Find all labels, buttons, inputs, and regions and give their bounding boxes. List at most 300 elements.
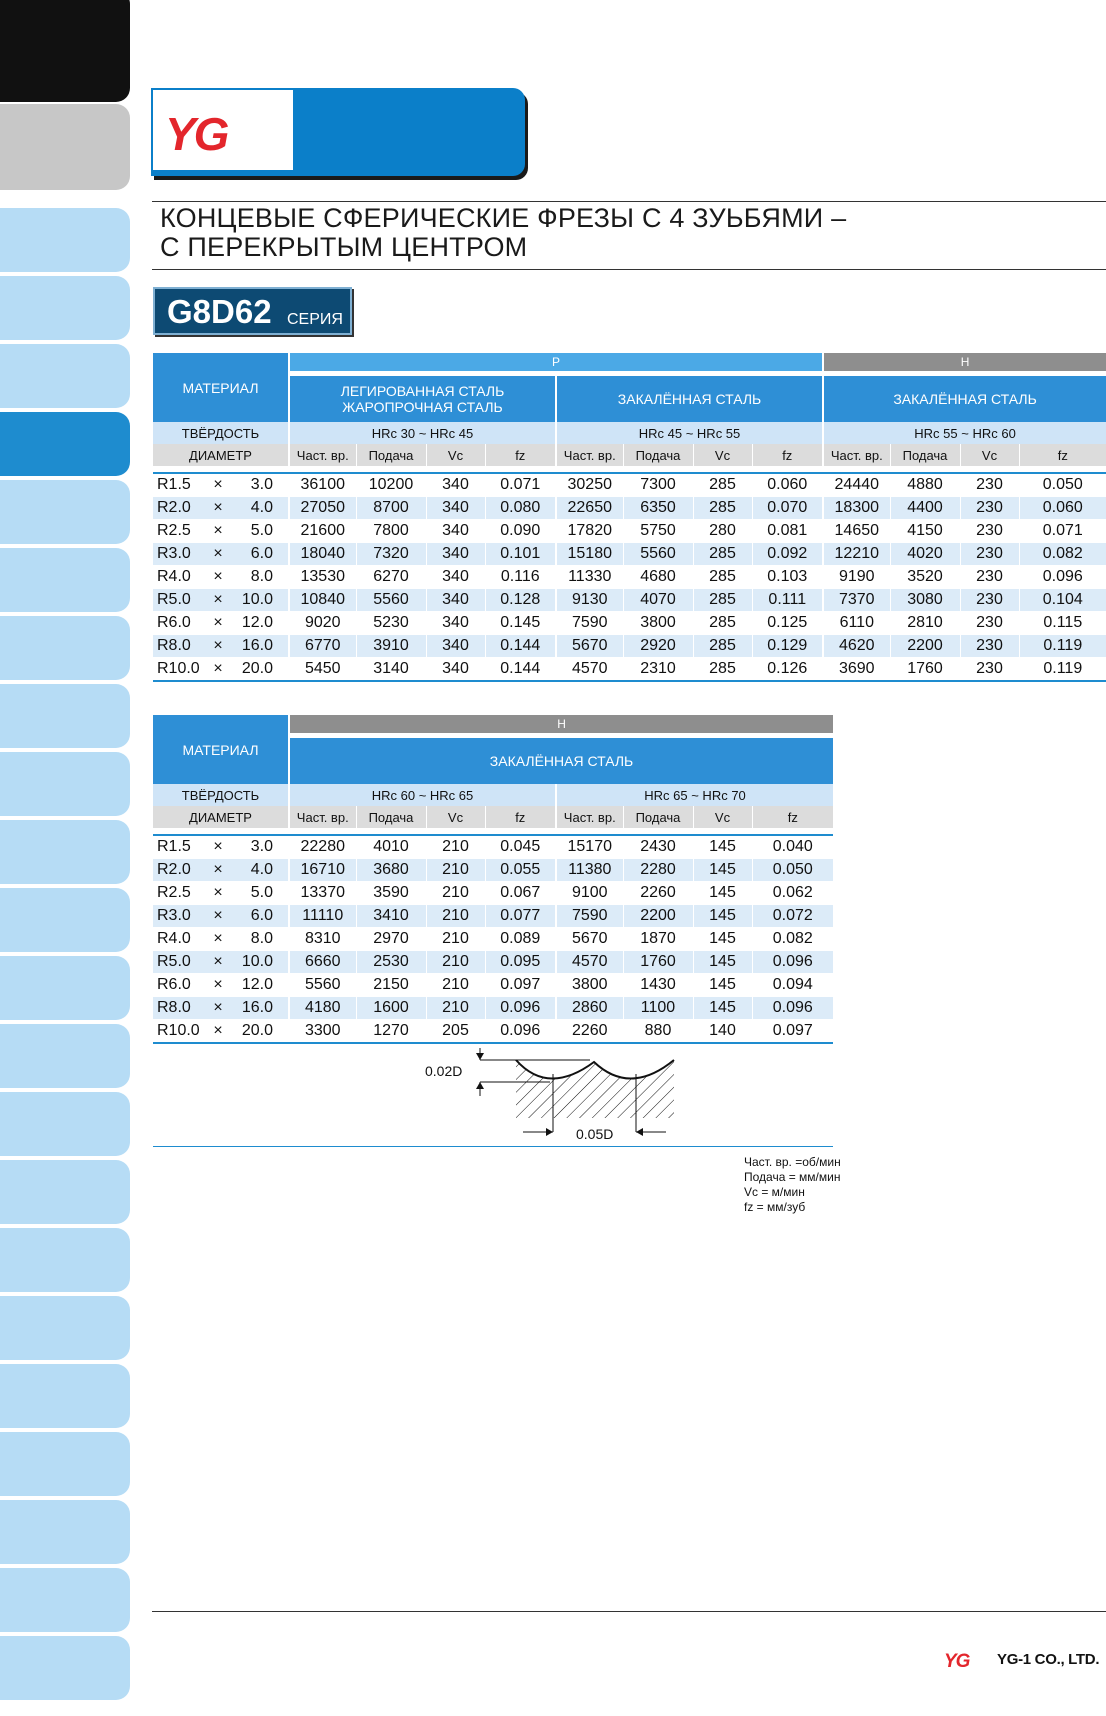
table-cell: 0.096 — [485, 997, 556, 1020]
radius-value: R3.0 — [157, 545, 191, 562]
table-cell: 340 — [426, 497, 485, 520]
table-cell: 1600 — [356, 997, 426, 1020]
table-row — [153, 928, 833, 951]
table-cell: 285 — [693, 658, 752, 682]
table-cell: 0.082 — [1019, 543, 1106, 566]
table-cell: 285 — [693, 589, 752, 612]
column-header: fz — [485, 444, 556, 466]
table-cell: 4400 — [890, 497, 960, 520]
tab-section[interactable] — [0, 276, 130, 340]
table-cell: 205 — [426, 1020, 485, 1044]
table-cell: 6270 — [356, 566, 426, 589]
table-cell: 340 — [426, 566, 485, 589]
column-header: Част. вр. — [289, 806, 356, 828]
table-cell: 22650 — [556, 497, 623, 520]
material-label: МАТЕРИАЛ — [153, 353, 289, 422]
diameter-value: 20.0 — [241, 1022, 273, 1039]
column-header: fz — [752, 444, 823, 466]
column-header-row — [153, 444, 1106, 466]
table-cell: 0.080 — [485, 497, 556, 520]
material-name — [556, 376, 823, 422]
title-bottom-rule — [152, 269, 1106, 270]
table-row — [153, 1020, 833, 1044]
column-header: Подача — [356, 444, 426, 466]
column-header: fz — [752, 806, 833, 828]
table-cell: 1270 — [356, 1020, 426, 1044]
table-cell: 0.097 — [752, 1020, 833, 1044]
radius-value: R5.0 — [157, 591, 191, 608]
table-cell: 210 — [426, 928, 485, 951]
table-cell: 4180 — [289, 997, 356, 1020]
table-cell: 340 — [426, 589, 485, 612]
table-cell: 7590 — [556, 905, 623, 928]
times-sign: × — [213, 476, 223, 493]
table-cell: 0.125 — [752, 612, 823, 635]
times-sign: × — [213, 976, 223, 993]
table-cell: 230 — [960, 473, 1019, 497]
table-cell: 10840 — [289, 589, 356, 612]
hardness-value: HRc 30 ~ HRc 45 — [289, 422, 556, 444]
table-cell: 16710 — [289, 859, 356, 882]
table-cell: 230 — [960, 520, 1019, 543]
tab-section[interactable] — [0, 752, 130, 816]
table-cell: 0.116 — [485, 566, 556, 589]
tab-section[interactable] — [0, 344, 130, 408]
table-cell: 230 — [960, 589, 1019, 612]
table-cell: 3690 — [823, 658, 890, 682]
table-cell: 230 — [960, 566, 1019, 589]
diameter-value: 5.0 — [250, 884, 273, 901]
diameter-value: 16.0 — [241, 637, 273, 654]
column-header: Подача — [356, 806, 426, 828]
column-header: fz — [1019, 444, 1106, 466]
table-cell: 15170 — [556, 835, 623, 859]
material-name — [289, 376, 556, 422]
table-row — [153, 658, 1106, 682]
tab-section[interactable] — [0, 956, 130, 1020]
units-line: fz = мм/зуб — [744, 1200, 806, 1214]
table-cell: 6110 — [823, 612, 890, 635]
table-cell: 0.070 — [752, 497, 823, 520]
cutting-data-table-2 — [153, 715, 833, 1044]
hardness-value: HRc 60 ~ HRc 65 — [289, 784, 556, 806]
diameter-label: ДИАМЕТР — [153, 806, 289, 828]
table-cell: 11380 — [556, 859, 623, 882]
radius-value: R2.5 — [157, 884, 191, 901]
table-cell: 17820 — [556, 520, 623, 543]
material-hatch — [516, 1060, 674, 1118]
table-cell: 12210 — [823, 543, 890, 566]
column-header: Част. вр. — [556, 444, 623, 466]
table-row — [153, 589, 1106, 612]
table-row — [153, 859, 833, 882]
table-cell: 0.119 — [1019, 635, 1106, 658]
diameter-cell — [153, 974, 289, 997]
table-cell: 0.071 — [1019, 520, 1106, 543]
diameter-value: 3.0 — [250, 476, 273, 493]
table-cell: 0.119 — [1019, 658, 1106, 682]
series-badge — [153, 287, 352, 335]
hardness-value: HRc 65 ~ HRc 70 — [556, 784, 833, 806]
table-cell: 145 — [693, 951, 752, 974]
column-header: fz — [485, 806, 556, 828]
hardness-value: HRc 45 ~ HRc 55 — [556, 422, 823, 444]
diameter-value: 20.0 — [241, 660, 273, 677]
tab-section[interactable] — [0, 1636, 130, 1700]
table-cell: 2920 — [623, 635, 693, 658]
table-cell: 0.067 — [485, 882, 556, 905]
table-cell: 285 — [693, 566, 752, 589]
table-cell: 22280 — [289, 835, 356, 859]
table-cell: 4680 — [623, 566, 693, 589]
table-row — [153, 520, 1106, 543]
diameter-cell — [153, 566, 289, 589]
table-row — [153, 997, 833, 1020]
table-row — [153, 612, 1106, 635]
column-header: Vc — [693, 444, 752, 466]
tab-section[interactable] — [0, 1228, 130, 1292]
column-header: Подача — [623, 806, 693, 828]
table-cell: 5670 — [556, 635, 623, 658]
table-cell: 2430 — [623, 835, 693, 859]
diagram-rule — [153, 1146, 833, 1147]
radius-value: R6.0 — [157, 614, 191, 631]
radius-value: R8.0 — [157, 999, 191, 1016]
radius-value: R2.5 — [157, 522, 191, 539]
diameter-cell — [153, 497, 289, 520]
table-cell: 14650 — [823, 520, 890, 543]
hardness-row — [153, 422, 1106, 444]
tab-section[interactable] — [0, 208, 130, 272]
table-cell: 2150 — [356, 974, 426, 997]
table-cell: 6770 — [289, 635, 356, 658]
table-cell: 7800 — [356, 520, 426, 543]
diameter-cell — [153, 882, 289, 905]
table-cell: 0.045 — [485, 835, 556, 859]
table-cell: 18040 — [289, 543, 356, 566]
table-row — [153, 635, 1106, 658]
table-cell: 0.144 — [485, 635, 556, 658]
tab-section[interactable] — [0, 1568, 130, 1632]
table-cell: 7300 — [623, 473, 693, 497]
table-cell: 5750 — [623, 520, 693, 543]
page-title-line1: КОНЦЕВЫЕ СФЕРИЧЕСКИЕ ФРЕЗЫ С 4 ЗУЬБЯМИ – — [160, 203, 847, 233]
tab-section[interactable] — [0, 1432, 130, 1496]
column-header: Част. вр. — [823, 444, 890, 466]
units-line: Vc = м/мин — [744, 1185, 805, 1199]
table-cell: 340 — [426, 520, 485, 543]
table-cell: 210 — [426, 835, 485, 859]
table-cell: 285 — [693, 635, 752, 658]
material-name — [289, 738, 833, 784]
table-cell: 280 — [693, 520, 752, 543]
times-sign: × — [213, 522, 223, 539]
table-cell: 140 — [693, 1020, 752, 1044]
material-name-line: ЛЕГИРОВАННАЯ СТАЛЬ — [340, 383, 505, 399]
units-line: Част. вр. =об/мин — [744, 1155, 841, 1169]
times-sign: × — [213, 999, 223, 1016]
radius-value: R2.0 — [157, 861, 191, 878]
tab-grey[interactable] — [0, 104, 130, 190]
tab-section[interactable] — [0, 820, 130, 884]
table-cell: 4880 — [890, 473, 960, 497]
radius-value: R6.0 — [157, 976, 191, 993]
table-cell: 0.115 — [1019, 612, 1106, 635]
table-cell: 3410 — [356, 905, 426, 928]
radius-value: R10.0 — [157, 660, 200, 677]
table-cell: 2810 — [890, 612, 960, 635]
table-row — [153, 566, 1106, 589]
tab-section[interactable] — [0, 1296, 130, 1360]
tab-section[interactable] — [0, 1092, 130, 1156]
table-row — [153, 905, 833, 928]
table-cell: 3590 — [356, 882, 426, 905]
series-code: G8D62 — [167, 293, 272, 330]
table-cell: 145 — [693, 997, 752, 1020]
table-cell: 2200 — [890, 635, 960, 658]
table-cell: 4020 — [890, 543, 960, 566]
diameter-cell — [153, 543, 289, 566]
table-cell: 1760 — [890, 658, 960, 682]
radius-value: R5.0 — [157, 953, 191, 970]
table-cell: 0.040 — [752, 835, 833, 859]
column-header: Част. вр. — [556, 806, 623, 828]
table-cell: 210 — [426, 997, 485, 1020]
radius-value: R1.5 — [157, 476, 191, 493]
diameter-cell — [153, 473, 289, 497]
times-sign: × — [213, 499, 223, 516]
table-cell: 880 — [623, 1020, 693, 1044]
times-sign: × — [213, 838, 223, 855]
table-cell: 0.055 — [485, 859, 556, 882]
radius-value: R8.0 — [157, 637, 191, 654]
hardness-label: ТВЁРДОСТЬ — [153, 784, 289, 806]
column-header: Vc — [693, 806, 752, 828]
column-header: Подача — [623, 444, 693, 466]
height-arrow-up — [476, 1082, 484, 1089]
radius-value: R2.0 — [157, 499, 191, 516]
table-cell: 13530 — [289, 566, 356, 589]
column-header: Vc — [426, 806, 485, 828]
table-cell: 6350 — [623, 497, 693, 520]
table-cell: 0.072 — [752, 905, 833, 928]
table-cell: 3140 — [356, 658, 426, 682]
table-cell: 7590 — [556, 612, 623, 635]
table-cell: 0.092 — [752, 543, 823, 566]
footer-logo-text: YG — [944, 1651, 970, 1670]
series-word: СЕРИЯ — [287, 311, 343, 328]
table-cell: 0.097 — [485, 974, 556, 997]
company-name: YG-1 CO., LTD. — [997, 1651, 1100, 1668]
cutting-data-table-1 — [153, 353, 1106, 682]
table-row — [153, 882, 833, 905]
diameter-value: 10.0 — [241, 591, 273, 608]
table-cell: 4150 — [890, 520, 960, 543]
diameter-value: 4.0 — [250, 861, 273, 878]
table-cell: 0.128 — [485, 589, 556, 612]
diameter-value: 3.0 — [250, 838, 273, 855]
table-cell: 30250 — [556, 473, 623, 497]
table-row — [153, 974, 833, 997]
diameter-cell — [153, 997, 289, 1020]
table-cell: 0.089 — [485, 928, 556, 951]
table-row — [153, 473, 1106, 497]
table-cell: 5560 — [623, 543, 693, 566]
table-cell: 3680 — [356, 859, 426, 882]
table-cell: 1760 — [623, 951, 693, 974]
table-cell: 145 — [693, 859, 752, 882]
table-cell: 5670 — [556, 928, 623, 951]
table-cell: 1430 — [623, 974, 693, 997]
table-cell: 8700 — [356, 497, 426, 520]
tab-section[interactable] — [0, 888, 130, 952]
table-cell: 0.050 — [752, 859, 833, 882]
tab-section[interactable] — [0, 1024, 130, 1088]
table-cell: 7320 — [356, 543, 426, 566]
radius-value: R10.0 — [157, 1022, 200, 1039]
table-cell: 0.104 — [1019, 589, 1106, 612]
tab-active[interactable] — [0, 412, 130, 476]
table-cell: 11330 — [556, 566, 623, 589]
table-cell: 230 — [960, 635, 1019, 658]
column-header: Част. вр. — [289, 444, 356, 466]
group-header: H — [289, 715, 833, 733]
times-sign: × — [213, 591, 223, 608]
times-sign: × — [213, 1022, 223, 1039]
radius-value: R4.0 — [157, 568, 191, 585]
material-name-line: ЗАКАЛЁННАЯ СТАЛЬ — [617, 391, 762, 407]
title-top-rule — [152, 201, 1106, 202]
table-cell: 2260 — [556, 1020, 623, 1044]
table-cell: 210 — [426, 859, 485, 882]
times-sign: × — [213, 953, 223, 970]
material-name — [823, 376, 1106, 422]
table-cell: 230 — [960, 497, 1019, 520]
table-cell: 145 — [693, 928, 752, 951]
tab-section[interactable] — [0, 684, 130, 748]
table-cell: 285 — [693, 543, 752, 566]
table-cell: 0.060 — [752, 473, 823, 497]
table-cell: 230 — [960, 612, 1019, 635]
table-cell: 2970 — [356, 928, 426, 951]
hardness-row — [153, 784, 833, 806]
diameter-value: 8.0 — [250, 930, 273, 947]
table-cell: 13370 — [289, 882, 356, 905]
diameter-value: 16.0 — [241, 999, 273, 1016]
tab-section[interactable] — [0, 616, 130, 680]
table-cell: 4570 — [556, 658, 623, 682]
table-cell: 5230 — [356, 612, 426, 635]
diameter-value: 12.0 — [241, 976, 273, 993]
group-row — [153, 715, 833, 733]
table-cell: 2260 — [623, 882, 693, 905]
footer-rule — [152, 1611, 1106, 1612]
height-arrow-down — [476, 1053, 484, 1060]
table-cell: 2310 — [623, 658, 693, 682]
table-cell: 0.077 — [485, 905, 556, 928]
table-cell: 340 — [426, 635, 485, 658]
tab-section[interactable] — [0, 1160, 130, 1224]
table-row — [153, 835, 833, 859]
table-cell: 0.050 — [1019, 473, 1106, 497]
tab-section[interactable] — [0, 1364, 130, 1428]
tab-section[interactable] — [0, 480, 130, 544]
table-cell: 4070 — [623, 589, 693, 612]
table-cell: 5560 — [356, 589, 426, 612]
table-cell: 11110 — [289, 905, 356, 928]
material-name-line: ЗАКАЛЁННАЯ СТАЛЬ — [489, 753, 634, 769]
tab-section[interactable] — [0, 548, 130, 612]
table-cell: 145 — [693, 882, 752, 905]
table-cell: 3800 — [556, 974, 623, 997]
diameter-cell — [153, 835, 289, 859]
table-cell: 1870 — [623, 928, 693, 951]
column-header-row — [153, 806, 833, 828]
table-cell: 0.101 — [485, 543, 556, 566]
diameter-value: 6.0 — [250, 907, 273, 924]
table-cell: 0.126 — [752, 658, 823, 682]
tab-section[interactable] — [0, 1500, 130, 1564]
table-cell: 210 — [426, 951, 485, 974]
table-cell: 3300 — [289, 1020, 356, 1044]
times-sign: × — [213, 930, 223, 947]
table-cell: 9100 — [556, 882, 623, 905]
table-cell: 0.096 — [752, 997, 833, 1020]
hardness-value: HRc 55 ~ HRc 60 — [823, 422, 1106, 444]
table-cell: 9190 — [823, 566, 890, 589]
material-name-line: ЖАРОПРОЧНАЯ СТАЛЬ — [342, 399, 503, 415]
times-sign: × — [213, 907, 223, 924]
diameter-value: 5.0 — [250, 522, 273, 539]
table-cell: 230 — [960, 543, 1019, 566]
table-cell: 24440 — [823, 473, 890, 497]
table-cell: 6660 — [289, 951, 356, 974]
times-sign: × — [213, 568, 223, 585]
pitch-arrow-left — [636, 1128, 643, 1136]
table-cell: 2530 — [356, 951, 426, 974]
diameter-cell — [153, 951, 289, 974]
table-cell: 0.062 — [752, 882, 833, 905]
tab-black[interactable] — [0, 0, 130, 102]
table-cell: 5450 — [289, 658, 356, 682]
times-sign: × — [213, 614, 223, 631]
table-cell: 27050 — [289, 497, 356, 520]
diameter-value: 10.0 — [241, 953, 273, 970]
pitch-arrow-right — [546, 1128, 553, 1136]
diameter-value: 4.0 — [250, 499, 273, 516]
diameter-cell — [153, 928, 289, 951]
table-cell: 2200 — [623, 905, 693, 928]
table-cell: 145 — [693, 974, 752, 997]
table-cell: 8310 — [289, 928, 356, 951]
diameter-cell — [153, 635, 289, 658]
section-tab-strip — [0, 0, 130, 1716]
diameter-cell — [153, 520, 289, 543]
table-cell: 5560 — [289, 974, 356, 997]
radius-value: R3.0 — [157, 907, 191, 924]
units-line: Подача = мм/мин — [744, 1170, 841, 1184]
table-cell: 10200 — [356, 473, 426, 497]
table-cell: 3910 — [356, 635, 426, 658]
table-cell: 340 — [426, 543, 485, 566]
times-sign: × — [213, 637, 223, 654]
table-cell: 0.129 — [752, 635, 823, 658]
table-cell: 210 — [426, 905, 485, 928]
diameter-value: 12.0 — [241, 614, 273, 631]
table-cell: 285 — [693, 612, 752, 635]
diameter-cell — [153, 589, 289, 612]
table-cell: 0.095 — [485, 951, 556, 974]
